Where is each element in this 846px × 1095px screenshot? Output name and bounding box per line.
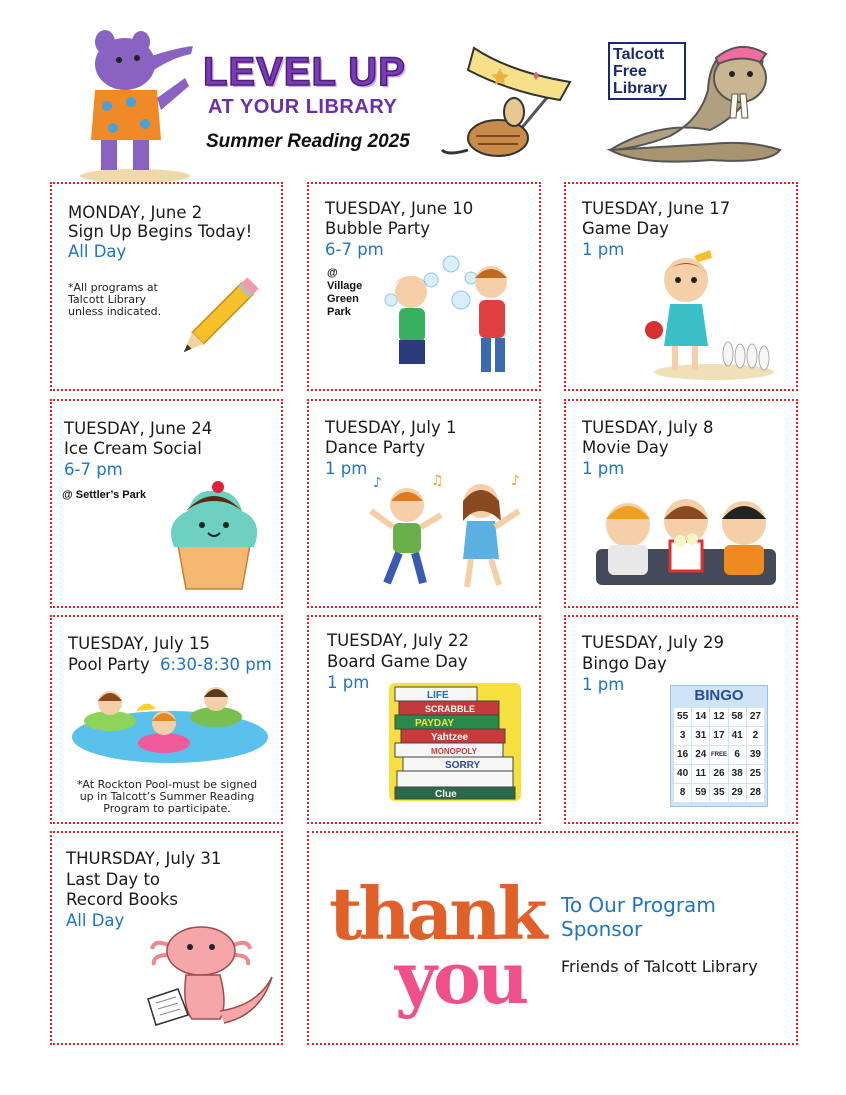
event-note: *At Rockton Pool-must be signed up in Talcott’s Summer Reading Program to participate. <box>76 778 258 815</box>
event-card-june-17 <box>564 182 798 391</box>
bingo-cell: 55 <box>674 708 691 726</box>
event-date: TUESDAY, July 1 <box>325 418 457 437</box>
summer-reading-label: Summer Reading 2025 <box>206 131 410 152</box>
sponsor-heading-line-1: To Our Program <box>561 893 716 917</box>
event-time: All Day <box>66 911 125 930</box>
bingo-cell: 25 <box>747 765 764 783</box>
logo-line-2: Free <box>613 63 647 80</box>
event-card-july-31 <box>50 831 283 1045</box>
bingo-cell: 41 <box>729 727 746 745</box>
event-name: Ice Cream Social <box>64 439 202 458</box>
sponsor-name: Friends of Talcott Library <box>561 957 758 976</box>
event-card-july-15 <box>50 615 283 824</box>
svg-text:♪: ♪ <box>511 473 520 489</box>
event-date: TUESDAY, July 15 <box>68 634 210 653</box>
bubble-kids-illustration <box>371 250 531 380</box>
game-life: LIFE <box>427 690 449 701</box>
event-time: 1 pm <box>582 675 625 694</box>
event-date: TUESDAY, June 24 <box>64 419 213 438</box>
bingo-cell: 39 <box>747 746 764 764</box>
event-name: Sign Up Begins Today! <box>68 222 253 241</box>
event-card-july-29 <box>564 615 798 824</box>
bingo-cell: 24 <box>692 746 709 764</box>
bingo-cell: 59 <box>692 784 709 802</box>
event-time: 1 pm <box>582 459 625 478</box>
game-clue: Clue <box>435 789 457 800</box>
program-subtitle: AT YOUR LIBRARY <box>208 96 398 118</box>
event-name: Dance Party <box>325 438 426 457</box>
walrus-illustration <box>600 40 790 170</box>
bingo-cell: 16 <box>674 746 691 764</box>
event-time: 1 pm <box>582 240 625 259</box>
bingo-cell: 12 <box>710 708 727 726</box>
bingo-grid <box>671 706 767 804</box>
sponsor-thank-you-card <box>307 831 798 1045</box>
game-monopoly: MONOPOLY <box>431 747 477 756</box>
bingo-cell: 28 <box>747 784 764 802</box>
bingo-cell: 29 <box>729 784 746 802</box>
armadillo-flag-illustration <box>440 42 580 172</box>
event-name: Bingo Day <box>582 654 667 673</box>
event-card-july-22 <box>307 615 541 824</box>
event-date: TUESDAY, June 17 <box>582 199 731 218</box>
game-scrabble: SCRABBLE <box>425 704 476 714</box>
event-date: TUESDAY, July 22 <box>327 631 469 650</box>
game-yahtzee: Yahtzee <box>431 732 469 743</box>
game-sorry: SORRY <box>445 760 481 771</box>
event-card-june-24 <box>50 399 283 608</box>
bingo-card <box>670 685 768 807</box>
event-time: 6:30-8:30 pm <box>160 655 272 674</box>
axolotl-reading-illustration <box>148 915 278 1035</box>
event-name-line-1: Last Day to <box>66 870 161 889</box>
event-time: 1 pm <box>327 673 370 692</box>
event-time: 6-7 pm <box>64 460 123 479</box>
event-name: Board Game Day <box>327 652 468 671</box>
event-time: 1 pm <box>325 459 368 478</box>
movie-kids-illustration <box>596 489 776 589</box>
event-time: All Day <box>68 242 127 261</box>
event-note: *All programs at Talcott Library unless indicated. <box>68 281 162 318</box>
bingo-cell: 27 <box>747 708 764 726</box>
game-payday: PAYDAY <box>415 718 455 729</box>
event-date: TUESDAY, July 8 <box>582 418 714 437</box>
bingo-cell: 17 <box>710 727 727 745</box>
event-location: @ Settler’s Park <box>62 489 147 501</box>
program-title: LEVEL UP <box>203 50 406 94</box>
pencil-icon <box>162 274 262 374</box>
event-name: Pool Party <box>68 655 150 674</box>
pool-party-illustration <box>70 677 270 767</box>
svg-text:♪: ♪ <box>373 475 382 491</box>
tapir-mascot-illustration <box>75 28 195 178</box>
bingo-cell: 58 <box>729 708 746 726</box>
event-card-july-1 <box>307 399 541 608</box>
bingo-cell: 35 <box>710 784 727 802</box>
bingo-cell: 11 <box>692 765 709 783</box>
bingo-cell: 6 <box>729 746 746 764</box>
you-word: you <box>395 935 526 1020</box>
bingo-cell: 2 <box>747 727 764 745</box>
event-card-july-8 <box>564 399 798 608</box>
sponsor-heading-line-2: Sponsor <box>561 917 643 941</box>
bingo-cell: 38 <box>729 765 746 783</box>
board-games-stack-illustration <box>385 683 525 803</box>
dancing-kids-illustration <box>371 471 531 601</box>
event-card-june-2 <box>50 182 283 391</box>
event-date: TUESDAY, June 10 <box>325 199 474 218</box>
bingo-cell: FREE <box>710 746 727 764</box>
event-name-line-2: Record Books <box>66 890 178 909</box>
bingo-cell: 26 <box>710 765 727 783</box>
bingo-cell: 3 <box>674 727 691 745</box>
event-name: Bubble Party <box>325 219 431 238</box>
event-card-june-10 <box>307 182 541 391</box>
bowling-girl-illustration <box>644 250 774 380</box>
bingo-cell: 8 <box>674 784 691 802</box>
svg-text:♫: ♫ <box>431 473 444 489</box>
event-date: THURSDAY, July 31 <box>66 849 222 868</box>
bingo-cell: 31 <box>692 727 709 745</box>
event-location: @ Village Green Park <box>327 267 363 318</box>
thank-you-graphic <box>323 853 553 1033</box>
bingo-title: BINGO <box>694 687 744 704</box>
cupcake-illustration <box>164 481 264 591</box>
event-date: MONDAY, June 2 <box>68 203 203 222</box>
bingo-cell: 40 <box>674 765 691 783</box>
event-date: TUESDAY, July 29 <box>582 633 724 652</box>
logo-line-3: Library <box>613 80 668 97</box>
event-name: Game Day <box>582 219 669 238</box>
event-time: 6-7 pm <box>325 240 384 259</box>
event-name: Movie Day <box>582 438 669 457</box>
thank-word: thank <box>329 871 544 956</box>
bingo-cell: 14 <box>692 708 709 726</box>
logo-line-1: Talcott <box>613 46 665 63</box>
